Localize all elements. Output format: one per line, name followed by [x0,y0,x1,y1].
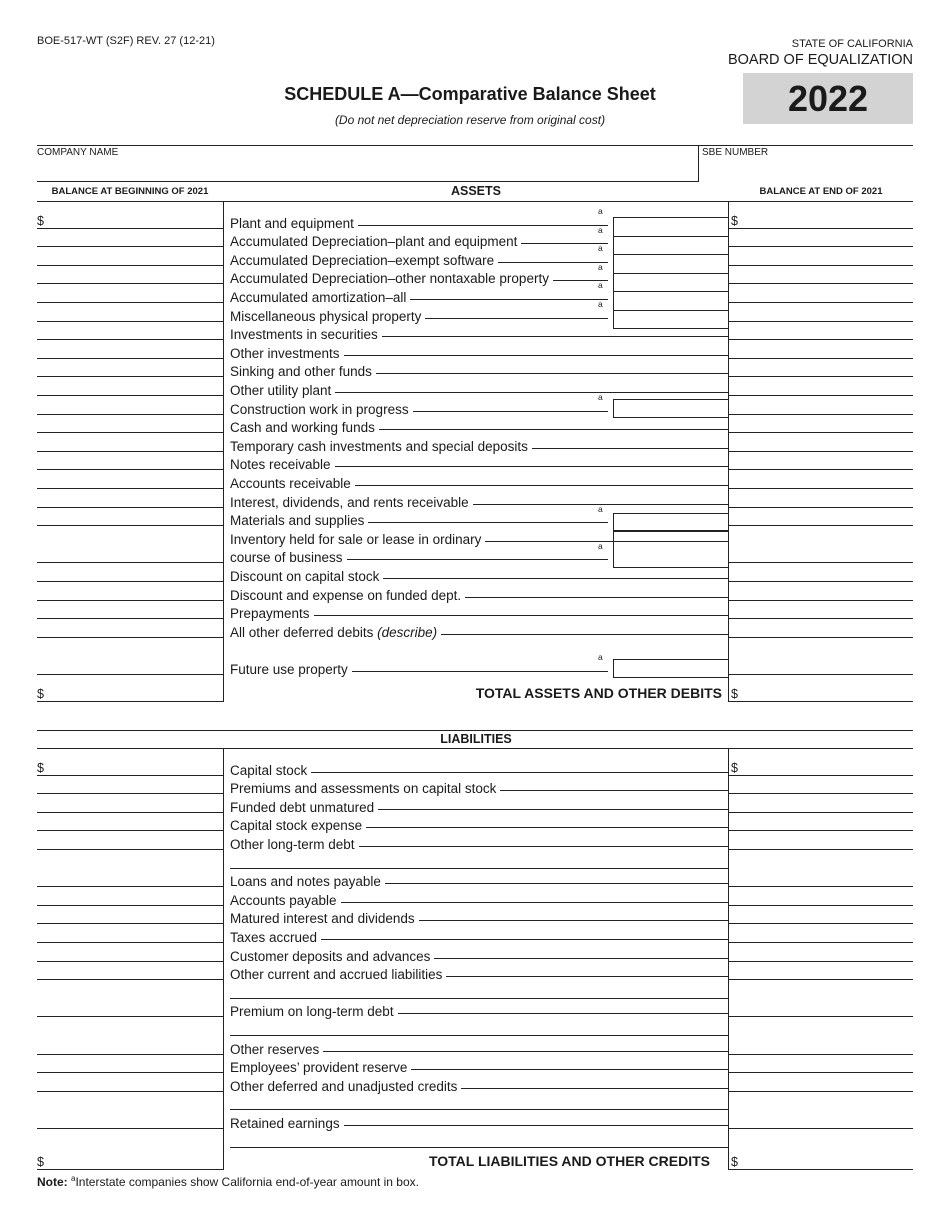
box-divider [613,310,729,311]
assets-label-all-other-deferred-debits [230,625,441,640]
assets-heading: ASSETS [450,184,501,198]
liabilities-beginning-balance-field[interactable] [37,1036,223,1055]
assets-label-plant-and-equipment: Plant and equipment [230,216,358,231]
divider [37,730,913,731]
assets-end-balance-field[interactable] [729,229,913,248]
assets-row-label-area [230,359,728,378]
assets-beginning-balance-field[interactable] [37,489,223,508]
liabilities-end-balance-field[interactable] [729,924,913,943]
form-code: BOE-517-WT (S2F) REV. 27 (12-21) [37,35,215,47]
assets-row [0,433,950,452]
assets-label-discount-on-capital-stock: Discount on capital stock [230,569,383,584]
assets-beginning-balance-field[interactable] [37,545,223,564]
assets-beginning-balance-field[interactable] [37,563,223,582]
assets-row [0,540,950,566]
assets-beginning-balance-field[interactable] [37,359,223,378]
column-divider [728,202,729,702]
liabilities-row-label-area [230,962,728,981]
total-liabilities-beginning-field[interactable] [37,1154,223,1170]
liabilities-row [0,1017,950,1036]
assets-row [0,280,950,305]
row-divider [230,1035,728,1036]
liabilities-end-balance-field[interactable] [729,1110,913,1129]
liabilities-beginning-balance-field[interactable] [37,962,223,981]
liabilities-label-accounts-payable: Accounts payable [230,893,341,908]
assets-row [0,243,950,268]
liabilities-row [0,999,950,1018]
liabilities-end-balance-field[interactable] [729,1036,913,1055]
liabilities-beginning-balance-field[interactable] [37,1110,223,1129]
column-divider [728,749,729,1170]
assets-beginning-balance-field[interactable] [37,247,223,266]
box-divider [613,291,729,292]
assets-end-balance-field[interactable] [729,340,913,359]
assets-label-cash-and-working-funds: Cash and working funds [230,420,379,435]
assets-beginning-balance-field[interactable] [37,452,223,471]
california-amount-box[interactable] [613,399,729,418]
assets-row [0,415,950,434]
assets-row [0,619,950,638]
column-header-end: BALANCE AT END OF 2021 [759,186,883,197]
assets-beginning-balance-field[interactable] [37,433,223,452]
liabilities-end-balance-field[interactable] [729,813,913,832]
assets-label-interest-dividends-and-rents-receivable: Interest, dividends, and rents receivable [230,495,473,510]
assets-row-label-area [230,489,728,508]
row-divider [230,1109,728,1110]
assets-label-discount-and-expense-on-funded-dept: Discount and expense on funded dept. [230,588,465,603]
assets-beginning-balance-field[interactable] [37,229,223,248]
company-name-field[interactable] [37,158,697,180]
liabilities-row [0,831,950,850]
total-assets-beginning-field[interactable] [37,686,223,702]
liabilities-beginning-balance-field[interactable] [37,794,223,813]
assets-label-inventory-held-for-sale-or-lease-in-ordinary: Inventory held for sale or lease in ordinary [230,532,485,547]
assets-end-balance-field[interactable] [729,656,913,675]
liabilities-row [0,980,950,999]
label-note: (describe) [377,624,438,640]
assets-label-other-utility-plant: Other utility plant [230,383,335,398]
assets-row-label-area [230,452,728,471]
page-subtitle: (Do not net depreciation reserve from original cost) [334,113,606,127]
assets-beginning-balance-field[interactable] [37,210,223,229]
california-amount-box[interactable] [613,513,729,532]
page-title: SCHEDULE A—Comparative Balance Sheet [284,84,656,104]
column-divider [223,749,224,1170]
divider [37,748,913,749]
liabilities-row [0,1092,950,1111]
dollar-sign: $ [731,687,738,701]
assets-label-accumulated-depreciation-other-nontaxable-property: Accumulated Depreciation–other nontaxable property [230,271,553,286]
liabilities-row [0,962,950,981]
liabilities-row-label-area [230,943,728,962]
assets-beginning-balance-field[interactable] [37,340,223,359]
liabilities-label-funded-debt-unmatured: Funded debt unmatured [230,800,378,815]
assets-beginning-balance-field[interactable] [37,582,223,601]
assets-row-label-area [230,433,728,452]
liabilities-label-loans-and-notes-payable: Loans and notes payable [230,874,385,889]
liabilities-beginning-balance-field[interactable] [37,999,223,1018]
assets-row [0,299,950,324]
board-label: BOARD OF EQUALIZATION [727,52,913,68]
liabilities-end-balance-field[interactable] [729,869,913,888]
liabilities-label-other-reserves: Other reserves [230,1042,323,1057]
assets-end-balance-field[interactable] [729,247,913,266]
footnote-mark: a [598,261,603,272]
assets-end-balance-field[interactable] [729,359,913,378]
liabilities-beginning-balance-field[interactable] [37,869,223,888]
liabilities-label-other-deferred-and-unadjusted-credits: Other deferred and unadjusted credits [230,1079,461,1094]
assets-end-balance-field[interactable] [729,266,913,285]
row-divider [230,1147,728,1148]
assets-end-balance-field[interactable] [729,377,913,396]
liabilities-row-label-area [230,1110,728,1129]
liabilities-row-label-area [230,794,728,813]
california-amount-box[interactable] [613,659,729,678]
liabilities-row [0,850,950,869]
assets-row-label-area [230,377,728,396]
liabilities-beginning-balance-field[interactable] [37,906,223,925]
assets-end-balance-field[interactable] [729,322,913,341]
liabilities-end-balance-field[interactable] [729,906,913,925]
assets-row [0,582,950,601]
assets-label-prepayments: Prepayments [230,606,314,621]
assets-end-balance-field[interactable] [729,470,913,489]
assets-row [0,601,950,620]
assets-end-balance-field[interactable] [729,303,913,322]
liabilities-beginning-balance-field[interactable] [37,757,223,776]
label-text: All other deferred debits [230,624,374,640]
total-assets-label: TOTAL ASSETS AND OTHER DEBITS [475,685,722,701]
divider [698,145,699,182]
liabilities-row-label-area [230,776,728,795]
liabilities-label-retained-earnings: Retained earnings [230,1116,344,1131]
note-prefix: Note: [37,1175,68,1189]
liabilities-row [0,776,950,795]
assets-end-balance-field[interactable] [729,415,913,434]
liabilities-row [0,906,950,925]
liabilities-row [0,1129,950,1148]
liabilities-end-balance-field[interactable] [729,757,913,776]
assets-row [0,340,950,359]
row-divider [230,868,728,869]
assets-end-balance-field[interactable] [729,582,913,601]
divider [37,145,913,146]
liabilities-beginning-balance-field[interactable] [37,924,223,943]
dollar-sign: $ [731,1155,738,1169]
liabilities-end-balance-field[interactable] [729,776,913,795]
assets-label-notes-receivable: Notes receivable [230,457,335,472]
liabilities-row-label-area [230,924,728,943]
assets-row [0,377,950,396]
assets-end-balance-field[interactable] [729,489,913,508]
assets-label-accumulated-depreciation-exempt-software: Accumulated Depreciation–exempt software [230,253,498,268]
liabilities-row-label-area [230,1055,728,1074]
assets-beginning-balance-field[interactable] [37,377,223,396]
note-text: Interstate companies show California end-of-year amount in box. [75,1175,419,1189]
assets-label-future-use-property: Future use property [230,662,352,677]
divider [37,181,698,182]
footnote-mark: a [598,243,603,254]
liabilities-end-balance-field[interactable] [729,999,913,1018]
california-amount-box[interactable] [613,531,729,568]
year-box: 2022 [743,73,913,124]
dollar-sign: $ [37,213,44,228]
liabilities-label-employees-provident-reserve: Employees’ provident reserve [230,1060,411,1075]
assets-row [0,206,950,231]
box-divider [613,236,729,237]
assets-end-balance-field[interactable] [729,210,913,229]
liabilities-beginning-balance-field[interactable] [37,943,223,962]
sbe-number-label: SBE NUMBER [702,147,769,158]
assets-label-temporary-cash-investments-and-special-deposits: Temporary cash investments and special deposits [230,439,532,454]
liabilities-row [0,1110,950,1129]
assets-beginning-balance-field[interactable] [37,303,223,322]
column-header-beginning: BALANCE AT BEGINNING OF 2021 [51,186,209,197]
liabilities-label-customer-deposits-and-advances: Customer deposits and advances [230,949,434,964]
assets-row [0,638,950,657]
assets-end-balance-field[interactable] [729,433,913,452]
assets-end-balance-field[interactable] [729,601,913,620]
assets-row [0,392,950,417]
liabilities-row [0,1036,950,1055]
assets-label-materials-and-supplies: Materials and supplies [230,513,368,528]
assets-label-construction-work-in-progress: Construction work in progress [230,402,413,417]
footnote-mark: a [598,652,603,663]
liabilities-beginning-balance-field[interactable] [37,776,223,795]
liabilities-row [0,869,950,888]
dollar-sign: $ [37,687,44,701]
assets-label-investments-in-securities: Investments in securities [230,327,382,342]
liabilities-beginning-balance-field[interactable] [37,887,223,906]
liabilities-row [0,1073,950,1092]
liabilities-heading: LIABILITIES [440,732,512,746]
box-divider [613,254,729,255]
assets-end-balance-field[interactable] [729,284,913,303]
liabilities-label-other-current-and-accrued-liabilities: Other current and accrued liabilities [230,967,446,982]
liabilities-row-label-area [230,906,728,925]
assets-row [0,322,950,341]
assets-beginning-balance-field[interactable] [37,508,223,527]
liabilities-row-label-area [230,1092,728,1111]
footnote-mark: a [598,280,603,291]
liabilities-beginning-balance-field[interactable] [37,1073,223,1092]
footnote-mark: a [598,206,603,216]
liabilities-row-label-area [230,869,728,888]
liabilities-row [0,887,950,906]
assets-label-course-of-business: course of business [230,550,347,565]
liabilities-beginning-balance-field[interactable] [37,831,223,850]
assets-end-balance-field[interactable] [729,396,913,415]
liabilities-end-balance-field[interactable] [729,962,913,981]
liabilities-row [0,794,950,813]
liabilities-row-label-area [230,999,728,1018]
dollar-sign: $ [37,760,44,775]
assets-beginning-balance-field[interactable] [37,656,223,675]
assets-row [0,503,950,529]
liabilities-end-balance-field[interactable] [729,887,913,906]
sbe-number-field[interactable] [702,158,912,180]
liabilities-row [0,757,950,776]
assets-beginning-balance-field[interactable] [37,266,223,285]
footnote-mark: a [598,540,603,551]
assets-row-label-area [230,601,728,620]
liabilities-end-balance-field[interactable] [729,831,913,850]
assets-end-balance-field[interactable] [729,545,913,564]
assets-end-balance-field[interactable] [729,563,913,582]
assets-label-sinking-and-other-funds: Sinking and other funds [230,364,376,379]
liabilities-label-capital-stock-expense: Capital stock expense [230,818,366,833]
liabilities-label-premiums-and-assessments-on-capital-stock: Premiums and assessments on capital stock [230,781,500,796]
liabilities-label-other-long-term-debt: Other long-term debt [230,837,359,852]
liabilities-end-balance-field[interactable] [729,1073,913,1092]
assets-beginning-balance-field[interactable] [37,284,223,303]
assets-label-accumulated-amortization-all: Accumulated amortization–all [230,290,410,305]
assets-row [0,359,950,378]
assets-beginning-balance-field[interactable] [37,470,223,489]
liabilities-row-label-area [230,1036,728,1055]
footnote-mark: a [598,224,603,235]
footnote-mark: a [598,392,603,402]
assets-row [0,526,950,545]
assets-end-balance-field[interactable] [729,452,913,471]
liabilities-row-label-area [230,1129,728,1148]
liabilities-label-premium-on-long-term-debt: Premium on long-term debt [230,1004,398,1019]
footnote-mark: a [71,1174,76,1183]
liabilities-label-matured-interest-and-dividends: Matured interest and dividends [230,911,419,926]
divider [37,201,913,202]
liabilities-row-label-area [230,850,728,869]
assets-row [0,563,950,582]
total-liabilities-end-field[interactable] [729,1154,913,1170]
assets-row-label-area [230,582,728,601]
assets-row-label-area [230,470,728,489]
footnote [37,1174,419,1189]
assets-beginning-balance-field[interactable] [37,415,223,434]
assets-row [0,652,950,677]
assets-end-balance-field[interactable] [729,508,913,527]
assets-row [0,224,950,250]
liabilities-beginning-balance-field[interactable] [37,1055,223,1074]
liabilities-beginning-balance-field[interactable] [37,813,223,832]
liabilities-row-label-area [230,980,728,999]
dollar-sign: $ [37,1155,44,1169]
row-divider [230,998,728,999]
liabilities-row [0,924,950,943]
dollar-sign: $ [731,760,738,775]
liabilities-row [0,943,950,962]
footnote-mark: a [598,503,603,514]
liabilities-end-balance-field[interactable] [729,794,913,813]
liabilities-row [0,1055,950,1074]
liabilities-row-label-area [230,757,728,776]
assets-row-label-area [230,340,728,359]
assets-label-miscellaneous-physical-property: Miscellaneous physical property [230,309,425,324]
dollar-sign: $ [731,213,738,228]
liabilities-row-label-area [230,1017,728,1036]
assets-label-accumulated-depreciation-plant-and-equipment: Accumulated Depreciation–plant and equipment [230,234,521,249]
liabilities-label-capital-stock: Capital stock [230,763,311,778]
liabilities-label-taxes-accrued: Taxes accrued [230,930,321,945]
assets-end-balance-field[interactable] [729,619,913,638]
column-divider [223,202,224,702]
total-liabilities-label: TOTAL LIABILITIES AND OTHER CREDITS [428,1153,710,1169]
assets-row [0,261,950,287]
assets-row-label-area [230,619,728,638]
total-assets-end-field[interactable] [729,686,913,702]
assets-row-label-area [230,638,728,657]
assets-beginning-balance-field[interactable] [37,619,223,638]
liabilities-row [0,813,950,832]
assets-beginning-balance-field[interactable] [37,396,223,415]
liabilities-row-label-area [230,831,728,850]
footnote-mark: a [598,299,603,309]
liabilities-row-label-area [230,887,728,906]
liabilities-end-balance-field[interactable] [729,943,913,962]
liabilities-row-label-area [230,1073,728,1092]
assets-beginning-balance-field[interactable] [37,322,223,341]
liabilities-row-label-area [230,813,728,832]
assets-row [0,489,950,508]
assets-row [0,452,950,471]
assets-row [0,470,950,489]
company-name-label: COMPANY NAME [37,147,119,158]
box-divider [613,273,729,274]
assets-label-other-investments: Other investments [230,346,344,361]
assets-beginning-balance-field[interactable] [37,601,223,620]
liabilities-end-balance-field[interactable] [729,1055,913,1074]
assets-label-accounts-receivable: Accounts receivable [230,476,355,491]
state-label: STATE OF CALIFORNIA [791,38,913,50]
